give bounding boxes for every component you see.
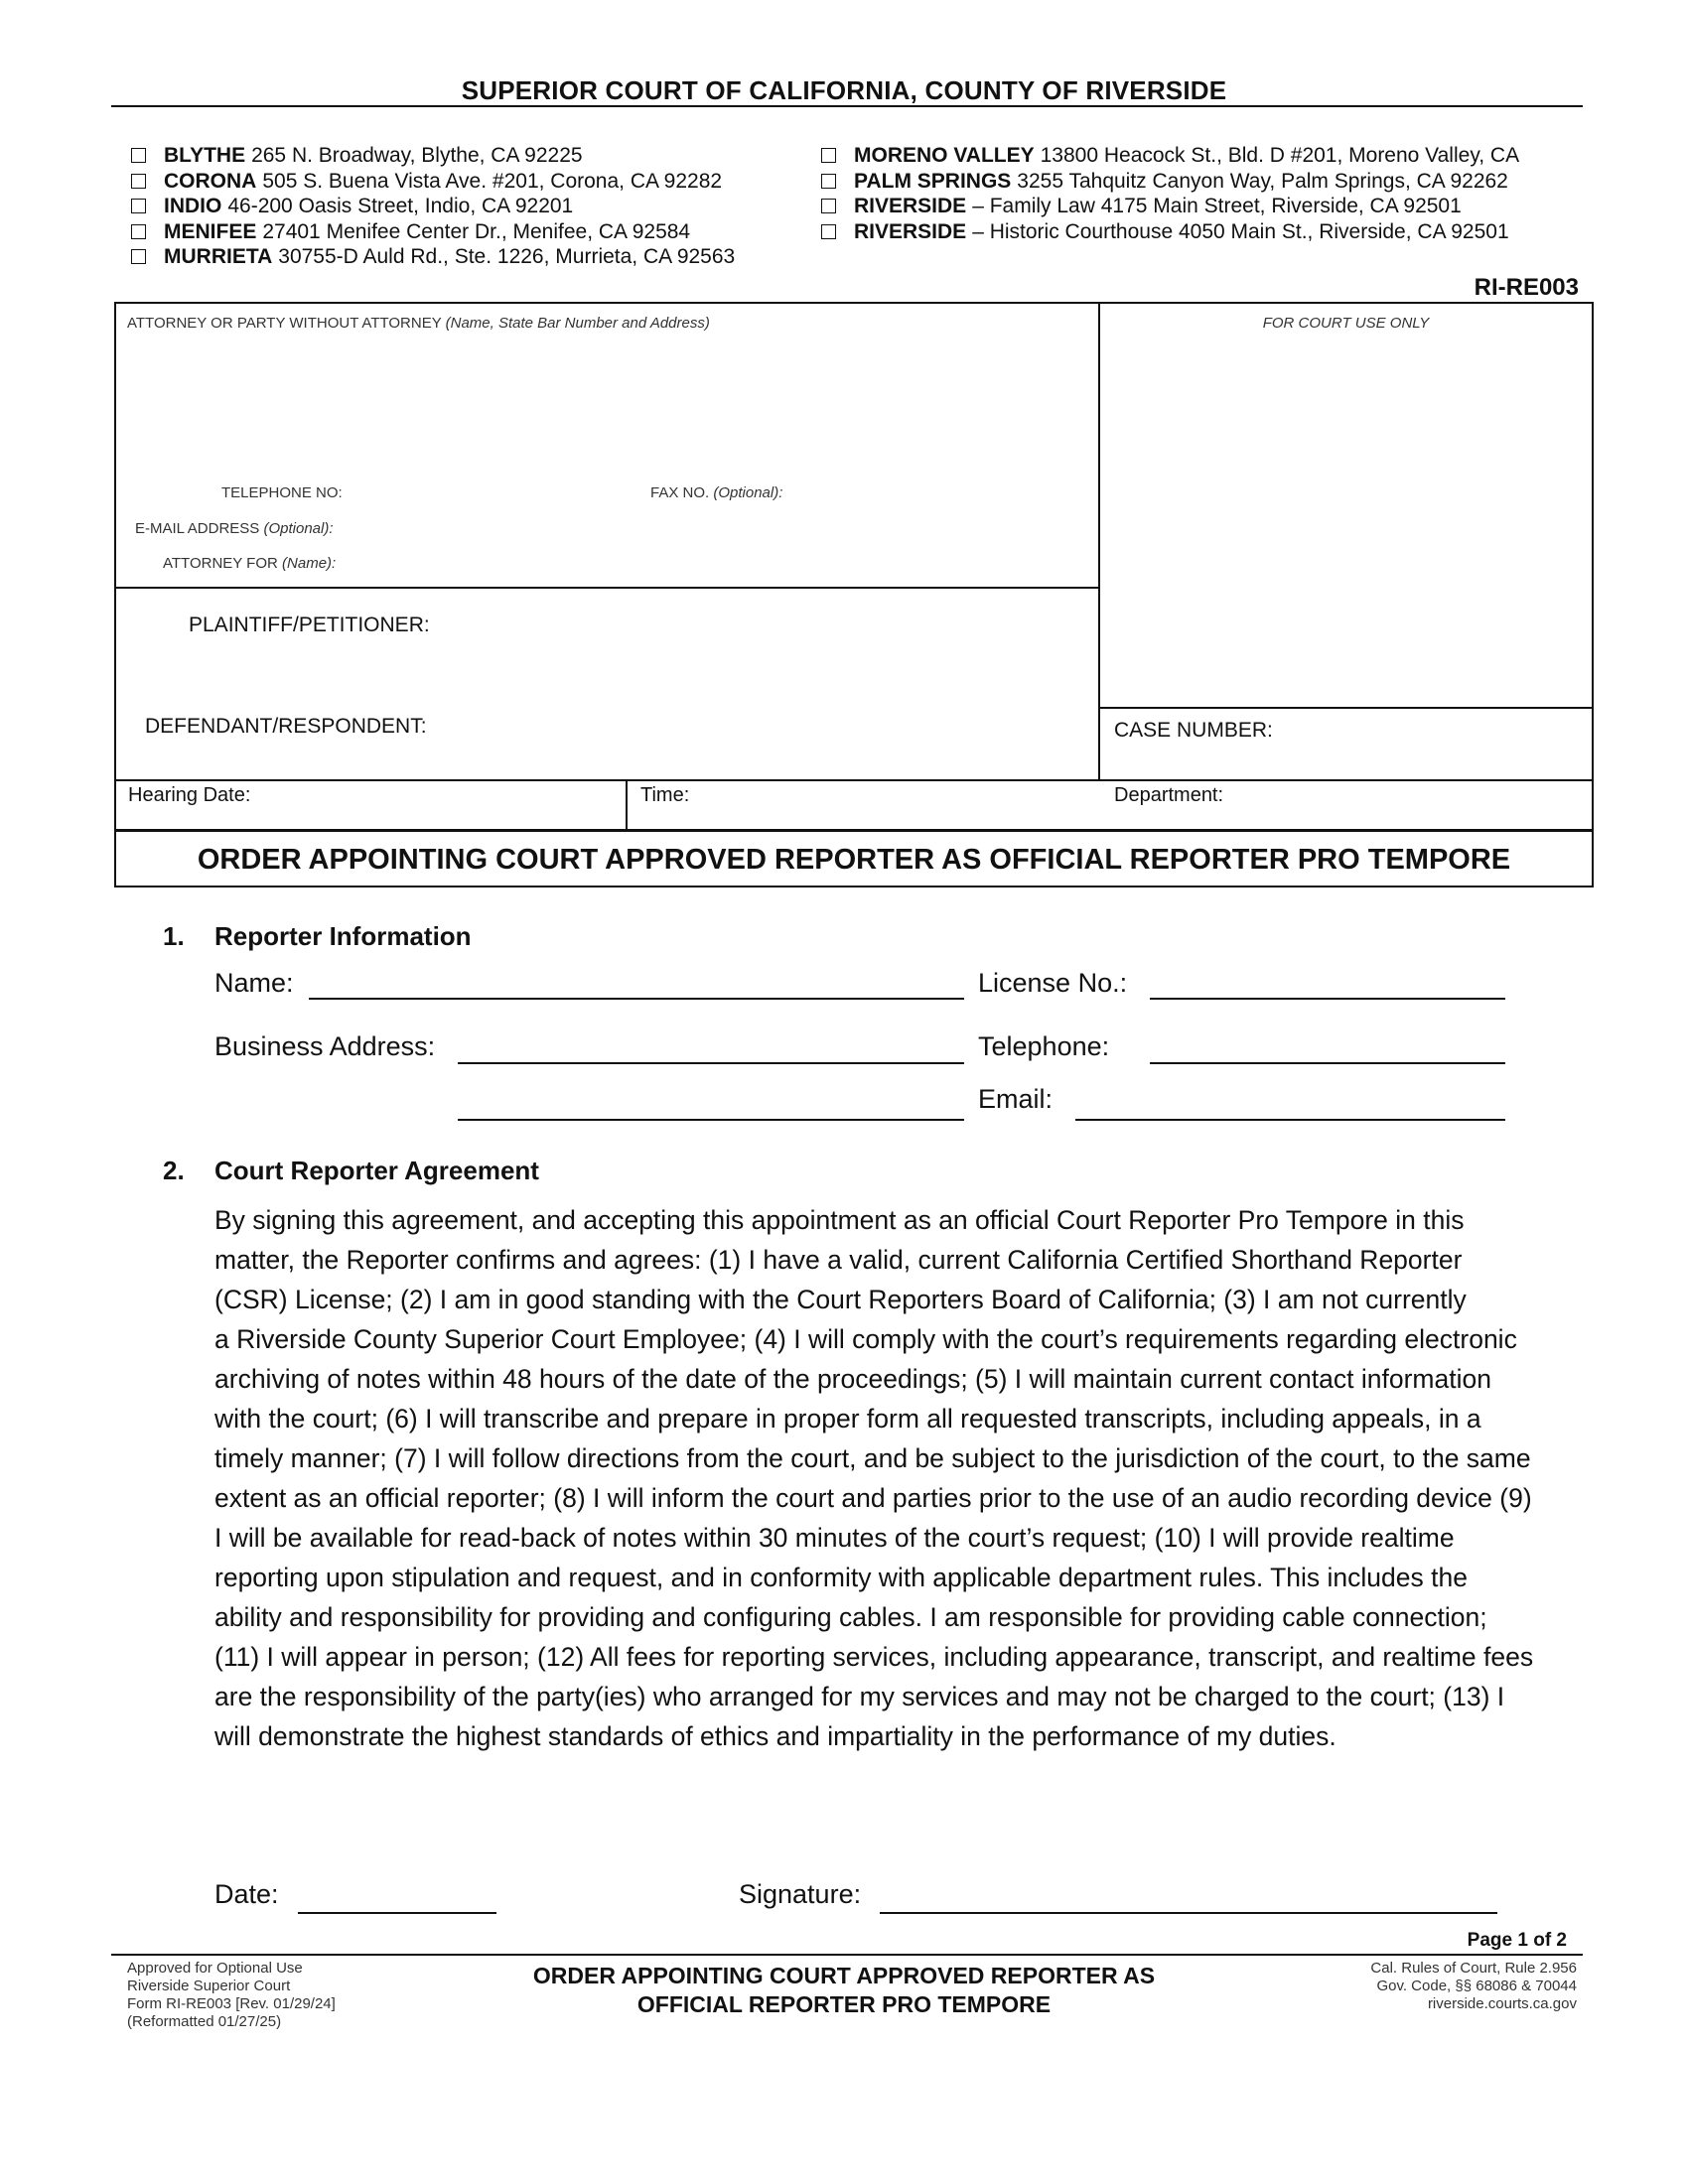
date-label: Date: — [214, 1879, 279, 1909]
location-address: 265 N. Broadway, Blythe, CA 92225 — [251, 144, 583, 167]
license-label: License No.: — [978, 968, 1128, 998]
location-address: 27401 Menifee Center Dr., Menifee, CA 92584 — [262, 219, 691, 243]
footer-right — [1370, 1960, 1577, 2013]
footer-reformatted: (Reformatted 01/27/25) — [127, 2013, 282, 2030]
caption-box — [114, 302, 1594, 831]
agreement-paragraph-1: By signing this agreement, and accepting this appointment as an official Court Reporter Pro Tempore in this matter, the Reporter confirms and agrees: (1) I have a valid, current California Certified Shorthand Reporter (CSR) License; (2) I am in good standing with the Court Reporters Board of California; (3) I am not currently — [214, 1205, 1467, 1314]
location-option-riverside-historic[interactable] — [821, 219, 1519, 245]
signature-label: Signature: — [739, 1879, 862, 1909]
attorney-for-label: ATTORNEY FOR (Name): — [163, 555, 337, 572]
location-name: MENIFEE — [164, 219, 257, 243]
email-field[interactable] — [1075, 1119, 1505, 1121]
plaintiff-label: PLAINTIFF/PETITIONER: — [189, 614, 430, 636]
footer-title-line-1: ORDER APPOINTING COURT APPROVED REPORTER AS — [532, 1963, 1156, 1988]
case-number-divider — [1098, 707, 1594, 709]
footer-divider — [111, 1954, 1583, 1956]
hearing-row-divider — [114, 779, 1594, 781]
attorney-label: ATTORNEY OR PARTY WITHOUT ATTORNEY (Name, State Bar Number and Address) — [127, 315, 710, 332]
location-name: BLYTHE — [164, 144, 246, 167]
hearing-time-divider — [626, 779, 628, 831]
section-2-number: 2. — [163, 1156, 185, 1185]
footer-left — [127, 1960, 336, 2031]
checkbox[interactable] — [131, 174, 146, 189]
checkbox[interactable] — [821, 148, 836, 163]
locations-left — [131, 143, 735, 270]
section-1-title: Reporter Information — [214, 921, 472, 951]
location-address: 13800 Heacock St., Bld. D #201, Moreno Valley, CA — [1040, 144, 1520, 167]
checkbox[interactable] — [821, 174, 836, 189]
location-option-blythe[interactable] — [131, 143, 735, 169]
telephone-label-reporter: Telephone: — [978, 1031, 1110, 1061]
business-address-field-2[interactable] — [458, 1119, 964, 1121]
email-label-reporter: Email: — [978, 1084, 1054, 1114]
location-name: CORONA — [164, 169, 257, 193]
fax-label: FAX NO. (Optional): — [650, 484, 783, 501]
agreement-paragraph-2: a Riverside County Superior Court Employee; (4) I will comply with the court’s requirements regarding electronic archiving of notes within 48 hours of the date of the proceedings; (5) I will maintain current contact information with the court; (6) I will transcribe and prepare in proper form all requested transcripts, including appeals, in a timely manner; (7) I will follow directions from the court, and be subject to the jurisdiction of the court, to the same extent as an official reporter; (8) I will inform the court and parties prior to the use of an audio recording device (9) I will be available for read-back of notes within 30 minutes of the court’s request; (10) I will provide realtime reporting upon stipulation and request, and in conformity with applicable department rules. This includes the ability and responsibility for providing and configuring cables. I am responsible for providing cable connection; (11) I will appear in person; (12) All fees for reporting services, including appearance, transcript, and realtime fees are the responsibility of the party(ies) who arranged for my services and may not be charged to the court; (13) I will demonstrate the highest standards of ethics and impartiality in the performance of my duties. — [214, 1324, 1534, 1751]
telephone-label: TELEPHONE NO: — [221, 484, 343, 501]
footer-approval: Approved for Optional Use — [127, 1960, 303, 1977]
reporter-name-field[interactable] — [309, 998, 964, 1000]
location-option-palm-springs[interactable] — [821, 169, 1519, 195]
email-label: E-MAIL ADDRESS (Optional): — [135, 520, 334, 537]
footer-title — [467, 1962, 1221, 2019]
business-address-label: Business Address: — [214, 1031, 436, 1061]
location-name: INDIO — [164, 195, 222, 217]
location-option-indio[interactable] — [131, 194, 735, 219]
defendant-label: DEFENDANT/RESPONDENT: — [145, 715, 427, 738]
order-title: ORDER APPOINTING COURT APPROVED REPORTER AS OFFICIAL REPORTER PRO TEMPORE — [197, 844, 1511, 876]
business-address-field-1[interactable] — [458, 1062, 964, 1064]
telephone-field[interactable] — [1150, 1062, 1505, 1064]
location-option-menifee[interactable] — [131, 219, 735, 245]
location-option-moreno-valley[interactable] — [821, 143, 1519, 169]
footer-website[interactable]: riverside.courts.ca.gov — [1427, 1995, 1577, 2012]
case-number-label: CASE NUMBER: — [1114, 719, 1273, 742]
court-title: SUPERIOR COURT OF CALIFORNIA, COUNTY OF RIVERSIDE — [461, 75, 1227, 105]
footer-form-rev: Form RI-RE003 [Rev. 01/29/24] — [127, 1995, 336, 2012]
location-name: RIVERSIDE — [854, 195, 967, 217]
location-address: – Family Law 4175 Main Street, Riverside, CA 92501 — [972, 195, 1462, 217]
location-address: – Historic Courthouse 4050 Main St., Riverside, CA 92501 — [972, 219, 1509, 243]
footer-court: Riverside Superior Court — [127, 1978, 291, 1994]
checkbox[interactable] — [131, 199, 146, 213]
location-name: MORENO VALLEY — [854, 144, 1035, 167]
date-field[interactable] — [298, 1912, 496, 1914]
locations-right — [821, 143, 1519, 244]
form-id: RI-RE003 — [1474, 274, 1579, 301]
time-label: Time: — [640, 784, 690, 806]
location-address: 46-200 Oasis Street, Indio, CA 92201 — [227, 195, 574, 217]
attorney-section-divider — [114, 587, 1099, 589]
location-address: 30755-D Auld Rd., Ste. 1226, Murrieta, CA 92563 — [278, 245, 736, 268]
hearing-date-label: Hearing Date: — [128, 784, 251, 806]
location-option-murrieta[interactable] — [131, 244, 735, 270]
footer-title-line-2: OFFICIAL REPORTER PRO TEMPORE — [636, 1991, 1052, 2017]
checkbox[interactable] — [131, 148, 146, 163]
location-name: MURRIETA — [164, 245, 273, 268]
checkbox[interactable] — [131, 224, 146, 239]
location-option-corona[interactable] — [131, 169, 735, 195]
section-1-number: 1. — [163, 921, 185, 951]
location-address: 3255 Tahquitz Canyon Way, Palm Springs, CA 92262 — [1017, 169, 1508, 193]
department-label: Department: — [1114, 784, 1224, 806]
license-field[interactable] — [1150, 998, 1505, 1000]
location-address: 505 S. Buena Vista Ave. #201, Corona, CA 92282 — [262, 169, 723, 193]
location-name: RIVERSIDE — [854, 219, 967, 243]
footer-gov-code: Gov. Code, §§ 68086 & 70044 — [1376, 1978, 1577, 1994]
footer-rule-ref: Cal. Rules of Court, Rule 2.956 — [1370, 1960, 1577, 1977]
checkbox[interactable] — [821, 224, 836, 239]
location-option-riverside-family[interactable] — [821, 194, 1519, 219]
checkbox[interactable] — [821, 199, 836, 213]
court-use-label: FOR COURT USE ONLY — [1262, 315, 1430, 332]
location-name: PALM SPRINGS — [854, 169, 1012, 193]
section-2-title: Court Reporter Agreement — [214, 1156, 539, 1185]
agreement-text — [214, 1200, 1535, 1756]
checkbox[interactable] — [131, 249, 146, 264]
title-divider — [111, 105, 1583, 107]
reporter-name-label: Name: — [214, 968, 294, 998]
signature-field[interactable] — [880, 1912, 1497, 1914]
page-number: Page 1 of 2 — [1467, 1930, 1567, 1951]
